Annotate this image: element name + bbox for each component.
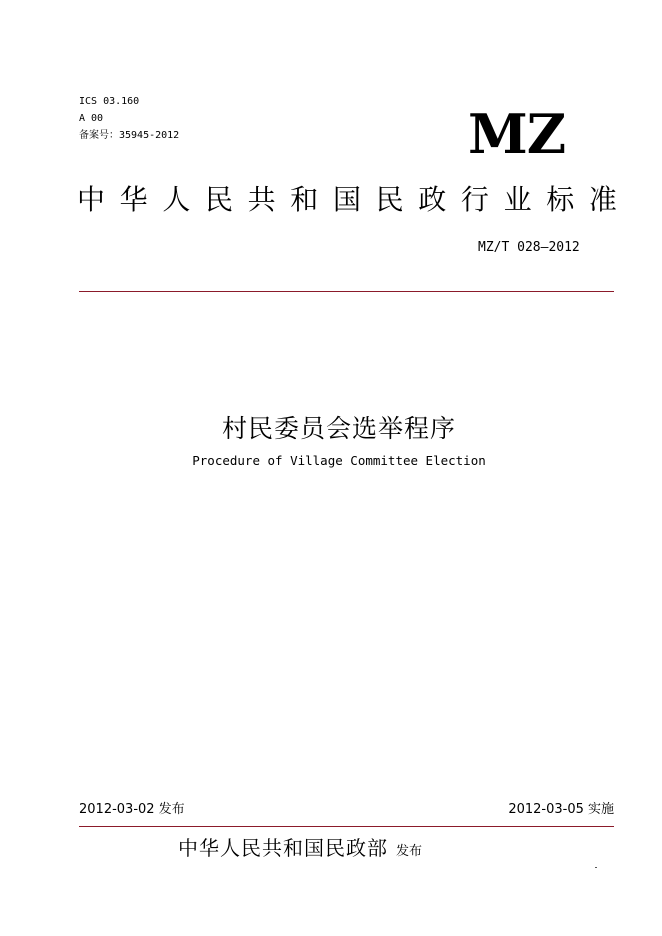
bottom-divider: [79, 826, 614, 827]
standard-category-title: [77, 183, 617, 217]
title-char: 民: [375, 183, 404, 216]
title-char: 准: [588, 183, 617, 216]
document-title-chinese: 村民委员会选举程序: [221, 414, 456, 443]
standard-number: MZ/T 028—2012: [478, 240, 580, 255]
title-char: 中: [77, 183, 106, 216]
document-title-english: Procedure of Village Committee Election: [192, 453, 486, 468]
page-mark: [595, 867, 597, 868]
title-char: 标: [546, 183, 575, 216]
title-char: 国: [332, 183, 361, 216]
classification-code: A 00: [79, 113, 104, 124]
issue-date: 2012-03-02 发布: [79, 802, 185, 817]
mz-logo: MZ: [468, 102, 566, 166]
title-char: 华: [119, 183, 148, 216]
title-char: 政: [418, 183, 447, 216]
title-char: 共: [247, 183, 276, 216]
title-char: 和: [290, 183, 319, 216]
title-char: 业: [503, 183, 532, 216]
ics-code: ICS 03.160: [79, 96, 140, 107]
title-char: 民: [204, 183, 233, 216]
issuer: [178, 836, 422, 860]
top-divider: [79, 291, 614, 292]
issuer-suffix: 发布: [396, 844, 423, 859]
title-char: 人: [162, 183, 191, 216]
issuer-name: 中华人民共和国民政部: [178, 836, 388, 860]
record-number: 备案号：35945-2012: [79, 130, 180, 141]
title-char: 行: [460, 183, 489, 216]
implementation-date: 2012-03-05 实施: [508, 802, 614, 817]
